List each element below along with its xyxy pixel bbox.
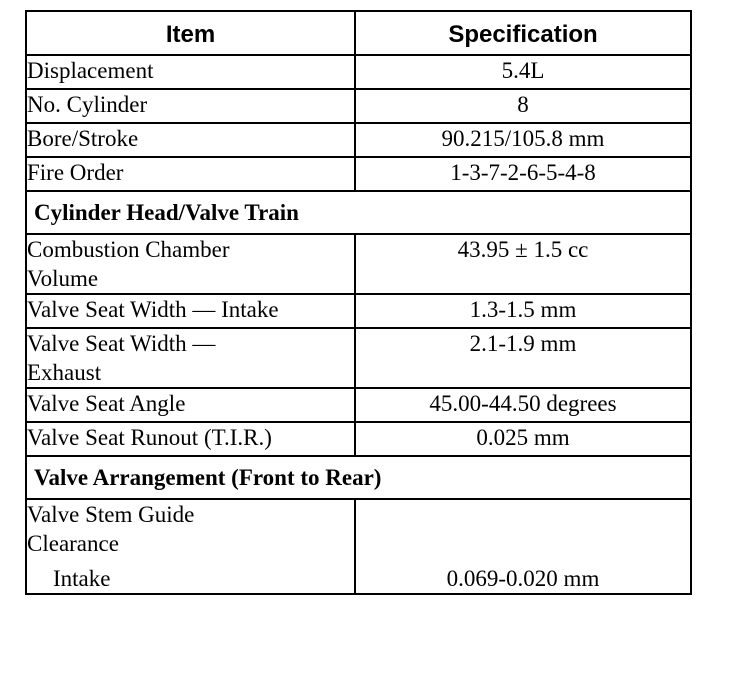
item-cell: Fire Order <box>26 157 355 191</box>
table-row <box>26 388 691 422</box>
item-cell <box>26 499 355 594</box>
table-header-row <box>26 11 691 55</box>
spec-cell: 45.00-44.50 degrees <box>355 388 691 422</box>
item-line: Volume <box>27 266 99 291</box>
item-line: Combustion Chamber <box>27 237 230 262</box>
item-cell: Valve Seat Angle <box>26 388 355 422</box>
table-row <box>26 499 691 594</box>
table-row <box>26 294 691 328</box>
item-line: Clearance <box>27 531 119 556</box>
section-row-cylinder-head <box>26 191 691 234</box>
item-line: Valve Stem Guide <box>27 502 195 527</box>
item-line: Valve Seat Width — <box>27 331 216 356</box>
item-line: Exhaust <box>27 360 102 385</box>
spec-cell: 2.1-1.9 mm <box>355 328 691 388</box>
spec-cell: 43.95 ± 1.5 cc <box>355 234 691 294</box>
specification-table <box>25 10 692 595</box>
table-row <box>26 157 691 191</box>
table-row <box>26 422 691 456</box>
column-header-specification: Specification <box>355 11 691 55</box>
item-cell: Valve Seat Runout (T.I.R.) <box>26 422 355 456</box>
item-cell: Displacement <box>26 55 355 89</box>
item-cell <box>26 328 355 388</box>
item-cell <box>26 234 355 294</box>
spec-cell: 90.215/105.8 mm <box>355 123 691 157</box>
spec-cell: 8 <box>355 89 691 123</box>
section-heading: Cylinder Head/Valve Train <box>26 191 691 234</box>
spec-cell: 1-3-7-2-6-5-4-8 <box>355 157 691 191</box>
table-row <box>26 55 691 89</box>
section-heading: Valve Arrangement (Front to Rear) <box>26 456 691 499</box>
table-row <box>26 328 691 388</box>
sub-item-line: Intake <box>53 566 111 591</box>
spec-cell: 5.4L <box>355 55 691 89</box>
item-cell: Valve Seat Width — Intake <box>26 294 355 328</box>
spec-cell: 0.069-0.020 mm <box>355 499 691 594</box>
section-row-valve-arrangement <box>26 456 691 499</box>
column-header-item: Item <box>26 11 355 55</box>
item-cell: No. Cylinder <box>26 89 355 123</box>
item-cell: Bore/Stroke <box>26 123 355 157</box>
spec-cell: 1.3-1.5 mm <box>355 294 691 328</box>
spec-cell: 0.025 mm <box>355 422 691 456</box>
table-row <box>26 234 691 294</box>
table-row <box>26 89 691 123</box>
table-row <box>26 123 691 157</box>
